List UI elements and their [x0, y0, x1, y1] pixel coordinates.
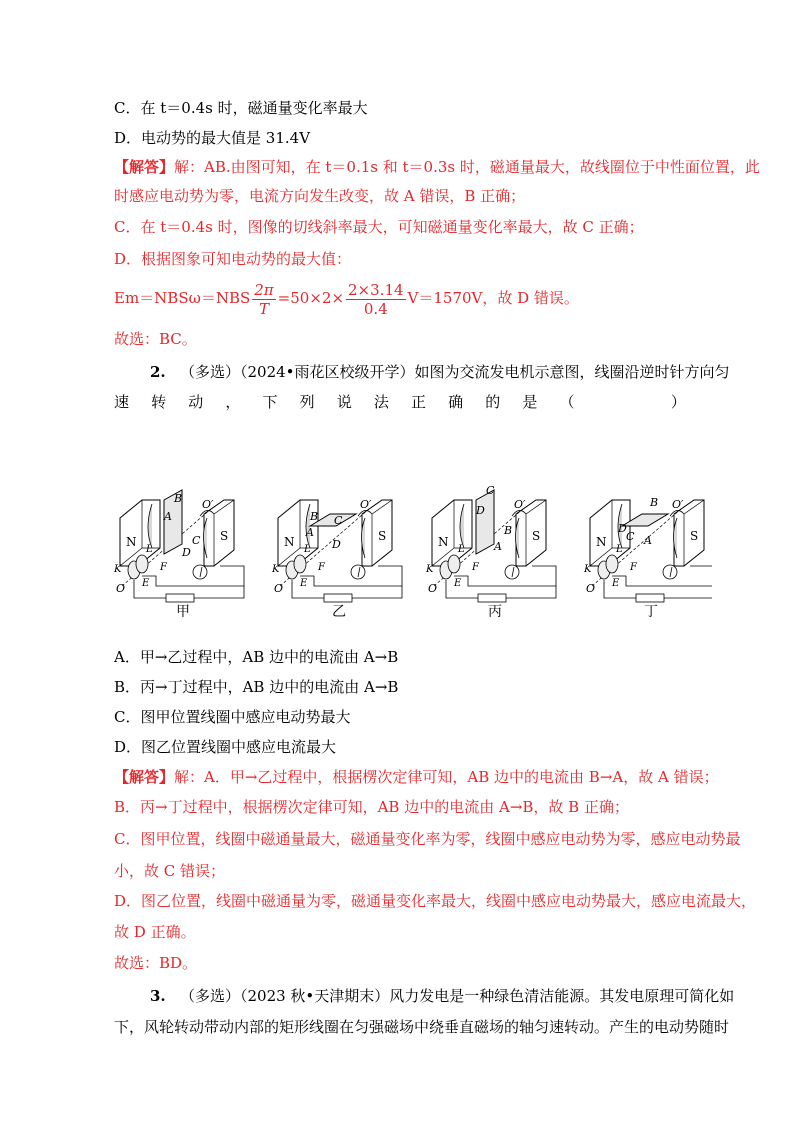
- axis-top-yi: O′: [360, 498, 372, 511]
- axis-bottom-yi: O: [274, 582, 284, 595]
- label-yi-d: D: [332, 538, 341, 551]
- diagram-ding: [583, 496, 712, 602]
- q2-option-b: B．丙→丁过程中，AB 边中的电流由 A→B: [114, 678, 399, 696]
- magnet-s-yi: S: [378, 529, 387, 543]
- label-bing-l: L: [458, 544, 465, 555]
- label-yi-l: L: [304, 544, 311, 555]
- label-bing-d: D: [476, 504, 485, 517]
- stem-char: （: [559, 393, 575, 411]
- formula-lhs: Em＝NBSω＝NBS: [114, 289, 251, 307]
- figure-label-jia: 甲: [176, 604, 190, 620]
- q1-answer-d: D．根据图象可知电动势的最大值：: [114, 250, 352, 268]
- answer-text: 解：A．甲→乙过程中，根据楞次定律可知，AB 边中的电流由 B→A，故 A 错误；: [174, 768, 719, 786]
- magnet-n-ding: N: [596, 535, 607, 549]
- stem-char: 正: [411, 393, 427, 411]
- label-bing-b: B: [504, 524, 513, 537]
- formula-mid: =50×2×: [277, 289, 345, 307]
- axis-top-ding: O′: [672, 498, 684, 511]
- label-ding-c: C: [626, 530, 635, 543]
- label-bing-e: E: [454, 578, 462, 589]
- label-bing-c: C: [486, 484, 495, 497]
- label-bing-f: F: [472, 562, 479, 573]
- label-yi-k: K: [272, 564, 280, 575]
- axis-bottom-bing: O: [428, 582, 438, 595]
- label-ding-k: K: [584, 564, 592, 575]
- stem-text: （多选）（2024•雨花区校级开学）如图为交流发电机示意图，线圈沿逆时针方向匀: [179, 363, 730, 381]
- q3-stem-line1: [150, 986, 734, 1006]
- label-bing-k: K: [426, 564, 434, 575]
- q1-answer-line1: [114, 157, 760, 177]
- answer-tag: 【解答】: [114, 768, 175, 786]
- diagram-jia: [113, 490, 244, 602]
- stem-char: 动: [188, 393, 204, 411]
- stem-char: 下: [262, 393, 278, 411]
- label-jia-k: K: [114, 564, 122, 575]
- stem-char: 列: [299, 393, 315, 411]
- label-jia-e: E: [142, 578, 150, 589]
- stem-char: 的: [485, 393, 501, 411]
- stem-char: 法: [373, 393, 389, 411]
- label-jia-c: C: [192, 534, 201, 547]
- q1-formula: [114, 278, 579, 318]
- q1-option-c: C．在 t＝0.4s 时，磁通量变化率最大: [114, 99, 368, 117]
- q1-option-d: D．电动势的最大值是 31.4V: [114, 129, 311, 147]
- frac1-den: T: [258, 299, 269, 318]
- magnet-s-bing: S: [532, 529, 541, 543]
- figure-label-yi: 乙: [332, 604, 346, 620]
- label-jia-l: L: [146, 544, 153, 555]
- formula-frac1: [252, 281, 275, 318]
- label-ding-b: B: [650, 496, 659, 509]
- magnet-s-jia: S: [220, 529, 229, 543]
- figure-label-bing: 丙: [488, 604, 502, 620]
- frac2-num: 2×3.14: [348, 280, 404, 299]
- stem-char: [597, 392, 612, 412]
- diagram-yi: [271, 498, 402, 602]
- axis-top-bing: O′: [514, 498, 526, 511]
- magnet-n-bing: N: [438, 535, 449, 549]
- magnet-s-ding: S: [690, 529, 699, 543]
- magnet-n-yi: N: [284, 535, 295, 549]
- question-number: 2.: [150, 363, 166, 381]
- q1-answer-c: C．在 t＝0.4s 时，图像的切线斜率最大，可知磁通量变化率最大，故 C 正确；: [114, 218, 644, 236]
- label-yi-a: A: [306, 526, 314, 539]
- stem-char: 确: [448, 393, 464, 411]
- generator-figure: [112, 478, 712, 628]
- q1-answer-line2: 时感应电动势为零，电流方向发生改变，故 A 错误，B 正确；: [114, 187, 526, 205]
- label-yi-e: E: [300, 578, 308, 589]
- axis-bottom-ding: O: [586, 582, 596, 595]
- label-bing-a: A: [494, 540, 502, 553]
- stem-char: 说: [336, 393, 352, 411]
- q3-stem-line2: 下，风轮转动带动内部的矩形线圈在匀强磁场中绕垂直磁场的轴匀速转动。产生的电动势随时: [114, 1018, 730, 1036]
- label-ding-a: A: [644, 534, 652, 547]
- q2-stem-line2: [114, 392, 686, 412]
- formula-tail: V＝1570V，故 D 错误。: [407, 289, 579, 307]
- question-number: 3.: [150, 987, 166, 1005]
- label-ding-f: F: [630, 562, 637, 573]
- stem-char: 速: [114, 393, 130, 411]
- label-ding-e: E: [612, 578, 620, 589]
- stem-char: 转: [151, 393, 167, 411]
- label-jia-b: B: [174, 492, 183, 505]
- label-ding-d: D: [618, 522, 627, 535]
- answer-text: 解：AB.由图可知，在 t＝0.1s 和 t＝0.3s 时，磁通量最大，故线圈位于中性面位置，此: [174, 158, 760, 176]
- q2-option-d: D．图乙位置线圈中感应电流最大: [114, 738, 337, 756]
- q2-answer-d1: D．图乙位置，线圈中磁通量为零，磁通量变化率最大，线圈中感应电动势最大，感应电流最大，: [114, 892, 757, 910]
- label-yi-c: C: [334, 514, 343, 527]
- stem-char: [634, 392, 649, 412]
- q2-answer-a: [114, 767, 719, 787]
- axis-bottom-jia: O: [116, 582, 126, 595]
- q2-answer-c2: 小，故 C 错误；: [114, 862, 226, 880]
- q2-option-a: A．甲→乙过程中，AB 边中的电流由 A→B: [114, 648, 399, 666]
- label-jia-d: D: [182, 546, 191, 559]
- label-yi-f: F: [318, 562, 325, 573]
- q2-stem-line1: [150, 362, 730, 382]
- q2-choice: 故选：BD。: [114, 954, 198, 972]
- magnet-n-jia: N: [126, 535, 137, 549]
- q2-answer-d2: 故 D 正确。: [114, 923, 196, 941]
- stem-char: ，: [225, 393, 241, 411]
- answer-tag: 【解答】: [114, 158, 175, 176]
- frac1-num: 2π: [254, 280, 274, 299]
- q2-option-c: C．图甲位置线圈中感应电动势最大: [114, 708, 351, 726]
- stem-char: ）: [670, 393, 686, 411]
- label-jia-f: F: [160, 562, 167, 573]
- label-yi-b: B: [310, 510, 319, 523]
- label-ding-l: L: [616, 544, 623, 555]
- q1-choice: 故选：BC。: [114, 330, 197, 348]
- q2-answer-c1: C．图甲位置，线圈中磁通量最大，磁通量变化率为零，线圈中感应电动势为零，感应电动势最: [114, 830, 741, 848]
- formula-frac2: [346, 281, 406, 318]
- diagram-bing: [425, 484, 556, 602]
- axis-top-jia: O′: [202, 498, 214, 511]
- label-jia-a: A: [164, 510, 172, 523]
- frac2-den: 0.4: [363, 299, 388, 318]
- stem-text: （多选）（2023 秋•天津期末）风力发电是一种绿色清洁能源。其发电原理可简化如: [179, 987, 735, 1005]
- figure-label-ding: 丁: [644, 604, 658, 620]
- stem-char: 是: [522, 393, 538, 411]
- q2-answer-b: B．丙→丁过程中，根据楞次定律可知，AB 边中的电流由 A→B，故 B 正确；: [114, 798, 629, 816]
